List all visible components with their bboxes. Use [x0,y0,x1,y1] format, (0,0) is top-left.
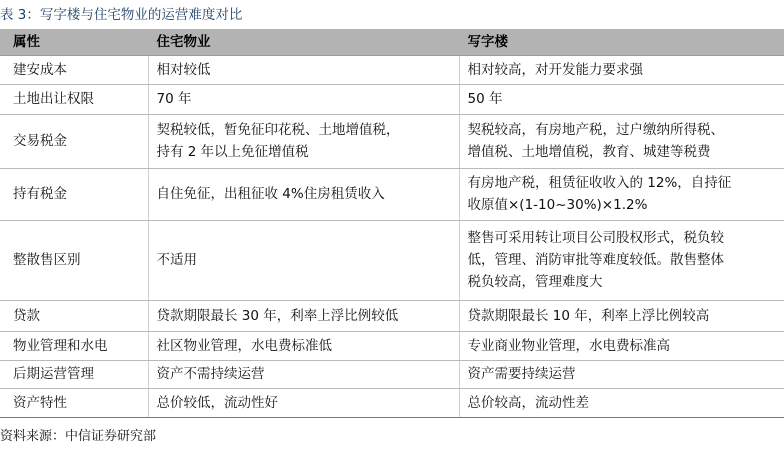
row-office: 专业商业物业管理，水电费标准高 [459,331,784,360]
header-residential: 住宅物业 [148,29,459,55]
row-residential: 不适用 [148,220,459,300]
row-office: 有房地产税，租赁征收收入的 12%，自持征 收原值×(1-10~30%)×1.2% [459,168,784,220]
row-attribute: 土地出让权限 [0,84,148,114]
row-residential: 贷款期限最长 30 年，利率上浮比例较低 [148,300,459,331]
row-office: 总价较高，流动性差 [459,388,784,417]
row-attribute: 后期运营管理 [0,360,148,388]
header-attribute: 属性 [0,29,148,55]
row-office: 整售可采用转让项目公司股权形式，税负较 低，管理、消防审批等难度较低。散售整体 税负较高，管理难度大 [459,220,784,300]
table-header-row [0,29,784,55]
table-row [0,55,784,84]
row-residential: 社区物业管理，水电费标准低 [148,331,459,360]
row-office: 贷款期限最长 10 年，利率上浮比例较高 [459,300,784,331]
comparison-table [0,29,784,418]
header-office: 写字楼 [459,29,784,55]
table-row [0,360,784,388]
row-office: 相对较高，对开发能力要求强 [459,55,784,84]
table-row [0,220,784,300]
table-row [0,84,784,114]
row-office: 契税较高，有房地产税，过户缴纳所得税、 增值税、土地增值税，教育、城建等税费 [459,114,784,168]
row-office: 资产需要持续运营 [459,360,784,388]
table-row [0,388,784,417]
table-row [0,300,784,331]
table-caption: 表 3：写字楼与住宅物业的运营难度对比 [0,7,243,23]
table-row [0,168,784,220]
row-attribute: 资产特性 [0,388,148,417]
table-row [0,114,784,168]
row-residential: 契税较低，暂免征印花税、土地增值税， 持有 2 年以上免征增值税 [148,114,459,168]
row-residential: 70 年 [148,84,459,114]
row-attribute: 交易税金 [0,114,148,168]
row-attribute: 持有税金 [0,168,148,220]
row-residential: 自住免征，出租征收 4%住房租赁收入 [148,168,459,220]
row-residential: 总价较低，流动性好 [148,388,459,417]
row-residential: 资产不需持续运营 [148,360,459,388]
table-row [0,331,784,360]
row-residential: 相对较低 [148,55,459,84]
row-attribute: 整散售区别 [0,220,148,300]
row-attribute: 物业管理和水电 [0,331,148,360]
source-note: 资料来源：中信证券研究部 [0,429,157,444]
row-attribute: 建安成本 [0,55,148,84]
row-attribute: 贷款 [0,300,148,331]
row-office: 50 年 [459,84,784,114]
